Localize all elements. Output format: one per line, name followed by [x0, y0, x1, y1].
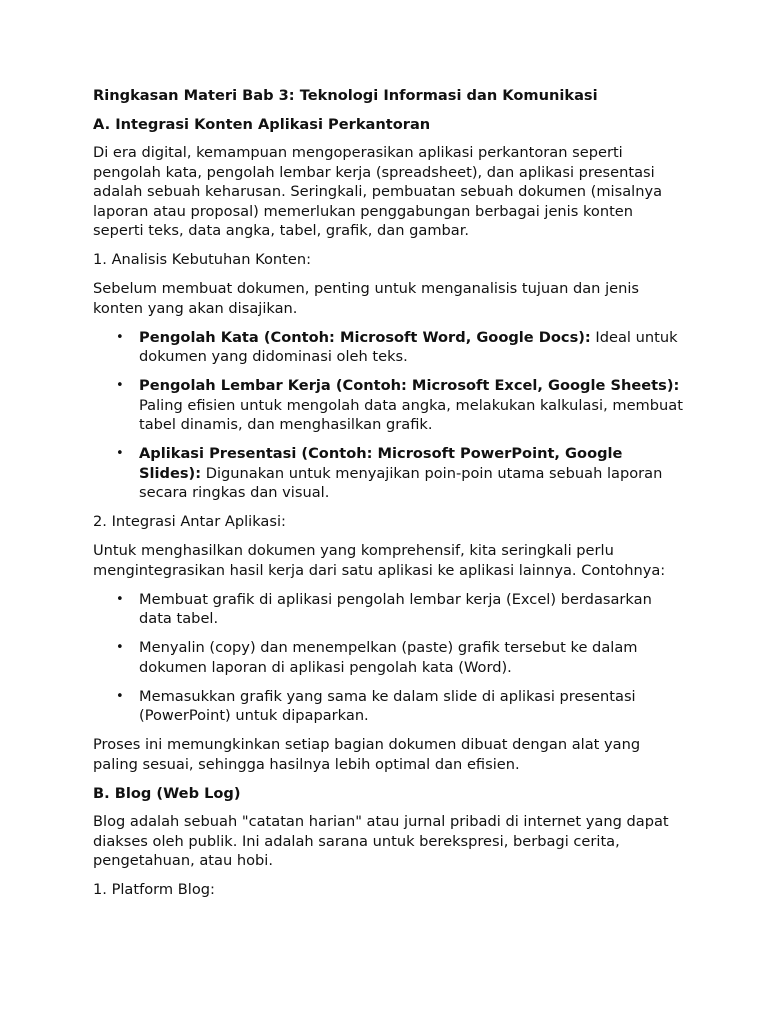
list-item-text: Paling efisien untuk mengolah data angka, melakukan kalkulasi, membuat tabel dinamis, dan menghasilkan grafik. — [139, 396, 683, 433]
document-title: Ringkasan Materi Bab 3: Teknologi Informasi dan Komunikasi — [93, 87, 598, 104]
list-item-bold: Pengolah Kata (Contoh: Microsoft Word, Google Docs): — [139, 328, 591, 346]
subsection-1-text: Sebelum membuat dokumen, penting untuk menganalisis tujuan dan jenis konten yang akan disajikan. — [93, 280, 640, 317]
list-item-bold: Pengolah Lembar Kerja (Contoh: Microsoft Excel, Google Sheets): — [139, 377, 680, 394]
list-item-text: Digunakan untuk menyajikan poin-poin utama sebuah laporan secara ringkas dan visual. — [139, 464, 663, 501]
list-item — [139, 444, 683, 503]
document-page — [93, 86, 683, 909]
list-item: • Menyalin (copy) dan menempelkan (paste) grafik tersebut ke dalam dokumen laporan di aplikasi pengolah kata (Word). — [139, 638, 683, 677]
subsection-2-text: Untuk menghasilkan dokumen yang komprehensif, kita seringkali perlu mengintegrasikan hasil kerja dari satu aplikasi ke aplikasi lainnya. Contohnya: — [93, 542, 666, 579]
section-a-intro: Di era digital, kemampuan mengoperasikan aplikasi perkantoran seperti pengolah kata, pengolah lembar kerja (spreadsheet), dan aplikasi presentasi adalah sebuah keharusan. Seringkali, pembuatan sebuah dokumen (misalnya laporan atau proposal) memerlukan penggabungan berbagai jenis konten seperti teks, data angka, tabel, grafik, dan gambar. — [93, 144, 663, 239]
app-types-list — [93, 328, 683, 503]
list-item-bold: Aplikasi Presentasi (Contoh: Microsoft PowerPoint, Google Slides): — [139, 445, 623, 482]
list-item: • Memasukkan grafik yang sama ke dalam slide di aplikasi presentasi (PowerPoint) untuk dipaparkan. — [139, 687, 683, 726]
section-a-heading: A. Integrasi Konten Aplikasi Perkantoran — [93, 115, 431, 133]
list-item — [139, 328, 683, 367]
list-item: • Membuat grafik di aplikasi pengolah lembar kerja (Excel) berdasarkan data tabel. — [139, 590, 683, 629]
integration-steps-list — [93, 590, 683, 726]
list-item — [139, 376, 683, 435]
subsection-1-heading: 1. Analisis Kebutuhan Konten: — [93, 251, 312, 268]
section-b-subsection-1-heading: 1. Platform Blog: — [93, 881, 215, 898]
list-item-text: Ideal untuk dokumen yang didominasi oleh teks. — [139, 328, 678, 365]
section-b-intro: Blog adalah sebuah "catatan harian" atau jurnal pribadi di internet yang dapat diakses oleh publik. Ini adalah sarana untuk berekspresi, berbagi cerita, pengetahuan, atau hobi. — [93, 813, 669, 869]
section-b-heading: B. Blog (Web Log) — [93, 784, 241, 802]
subsection-2-heading: 2. Integrasi Antar Aplikasi: — [93, 513, 286, 530]
subsection-2-closing: Proses ini memungkinkan setiap bagian dokumen dibuat dengan alat yang paling sesuai, sehingga hasilnya lebih optimal dan efisien. — [93, 736, 641, 773]
